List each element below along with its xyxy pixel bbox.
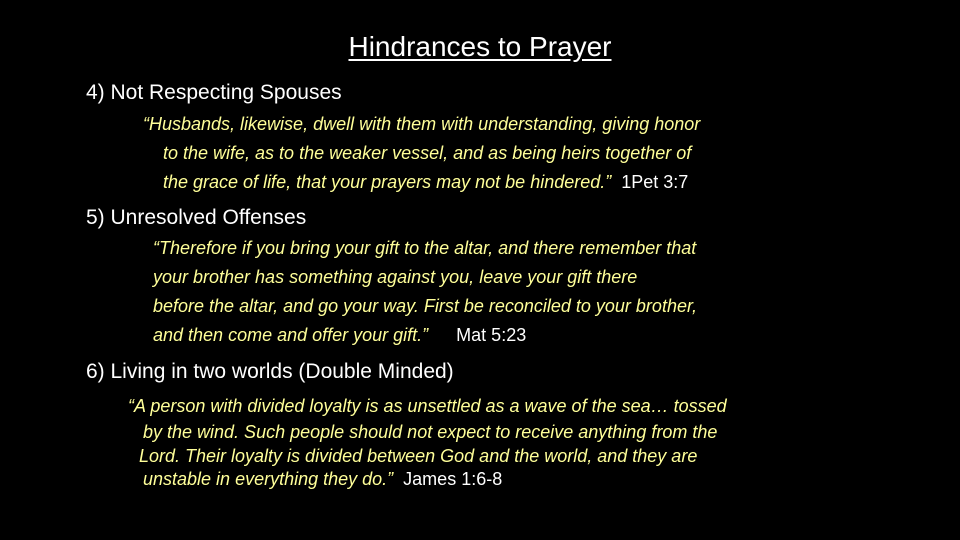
- quote-line: Lord. Their loyalty is divided between God and the world, and they are: [139, 446, 698, 466]
- quote-text: unstable in everything they do.”: [143, 469, 394, 489]
- quote-text: and then come and offer your gift.”: [153, 325, 429, 345]
- section-heading-4: 4) Not Respecting Spouses: [86, 81, 342, 104]
- quote-line: “Therefore if you bring your gift to the altar, and there remember that: [153, 238, 697, 258]
- quote-line: your brother has something against you, leave your gift there: [153, 267, 638, 287]
- quote-line: to the wife, as to the weaker vessel, and as being heirs together of: [163, 143, 692, 163]
- quote-line: “A person with divided loyalty is as unsettled as a wave of the sea… tossed: [128, 396, 727, 416]
- quote-line: before the altar, and go your way. First be reconciled to your brother,: [153, 296, 697, 316]
- quote-line: [153, 325, 526, 345]
- quote-line: [143, 469, 502, 489]
- scripture-reference: Mat 5:23: [456, 325, 527, 345]
- scripture-reference: James 1:6-8: [403, 469, 503, 489]
- quote-text: the grace of life, that your prayers may not be hindered.”: [163, 172, 612, 192]
- scripture-reference: 1Pet 3:7: [621, 172, 689, 192]
- quote-line: [163, 172, 688, 192]
- quote-line: “Husbands, likewise, dwell with them with understanding, giving honor: [143, 114, 701, 134]
- section-heading-5: 5) Unresolved Offenses: [86, 206, 307, 229]
- section-heading-6: 6) Living in two worlds (Double Minded): [86, 360, 454, 383]
- slide-title: Hindrances to Prayer: [348, 31, 612, 62]
- quote-line: by the wind. Such people should not expect to receive anything from the: [143, 422, 718, 442]
